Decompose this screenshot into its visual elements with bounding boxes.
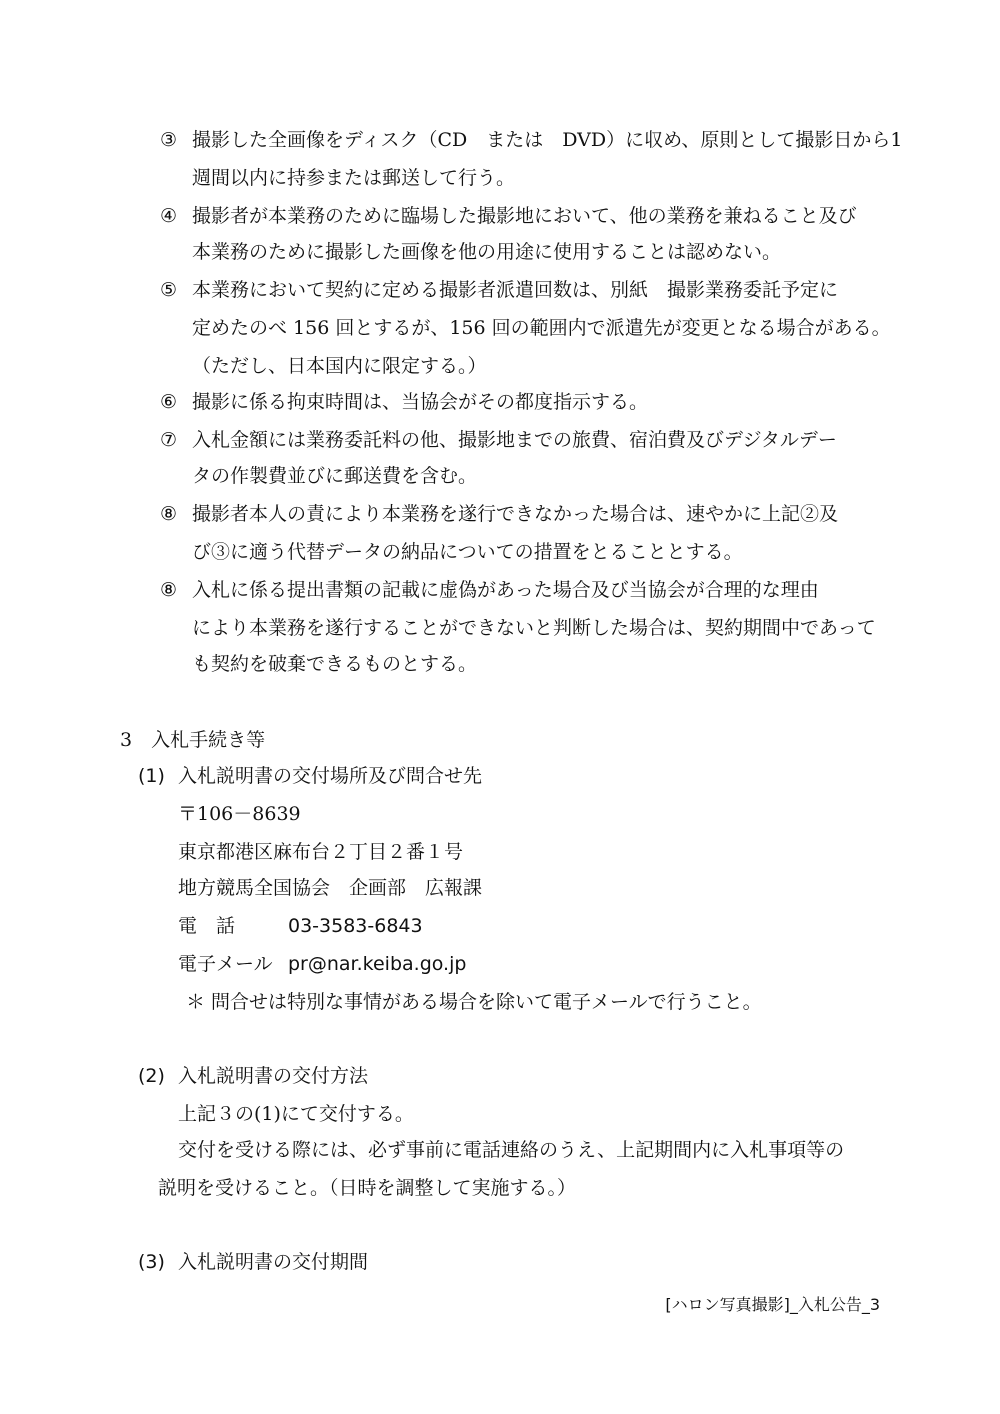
item-5-line-3: （ただし、日本国内に限定する。）: [192, 355, 487, 377]
email-label: 電子メール: [178, 953, 273, 975]
item-8b-line-1: 入札に係る提出書類の記載に虚偽があった場合及び当協会が合理的な理由: [192, 579, 819, 601]
phone-number: 03-3583-6843: [288, 915, 423, 937]
sub-2-title: 入札説明書の交付方法: [178, 1065, 369, 1087]
item-8b-line-3: も契約を破棄できるものとする。: [192, 653, 478, 675]
sub-3-title: 入札説明書の交付期間: [178, 1251, 369, 1273]
item-3-marker: ③: [160, 129, 178, 151]
sub-1-number: (1): [138, 765, 165, 787]
address: 東京都港区麻布台２丁目２番１号: [178, 841, 464, 863]
sub-2-line-3: 説明を受けること。（日時を調整して実施する。）: [158, 1177, 577, 1199]
item-3-line-1: 撮影した全画像をディスク（CD または DVD）に収め、原則として撮影日から1: [192, 129, 903, 151]
email-address[interactable]: pr@nar.keiba.go.jp: [288, 953, 467, 975]
item-4-line-2: 本業務のために撮影した画像を他の用途に使用することは認めない。: [192, 241, 782, 263]
page-footer: [ハロン写真撮影]_入札公告_3: [665, 1295, 880, 1314]
item-8a-line-2: び③に適う代替データの納品についての措置をとることとする。: [192, 541, 743, 563]
item-3-line-2: 週間以内に持参または郵送して行う。: [192, 167, 516, 189]
item-7-line-1: 入札金額には業務委託料の他、撮影地までの旅費、宿泊費及びデジタルデー: [192, 429, 837, 451]
section-3-heading: 3 入札手続き等: [120, 729, 266, 751]
inquiry-note: ＊ 問合せは特別な事情がある場合を除いて電子メールで行うこと。: [186, 991, 762, 1013]
item-8b-line-2: により本業務を遂行することができないと判断した場合は、契約期間中であって: [192, 617, 876, 639]
item-4-marker: ④: [160, 205, 178, 227]
item-5-line-2: 定めたのべ 156 回とするが、156 回の範囲内で派遣先が変更となる場合がある。: [192, 317, 891, 339]
item-6-marker: ⑥: [160, 391, 178, 413]
item-4-line-1: 撮影者が本業務のために臨場した撮影地において、他の業務を兼ねること及び: [192, 205, 857, 227]
sub-2-line-2: 交付を受ける際には、必ず事前に電話連絡のうえ、上記期間内に入札事項等の: [178, 1139, 845, 1161]
item-8a-marker: ⑧: [160, 503, 178, 525]
item-7-line-2: タの作製費並びに郵送費を含む。: [192, 465, 478, 487]
item-5-marker: ⑤: [160, 279, 178, 301]
sub-3-number: (3): [138, 1251, 165, 1273]
item-8a-line-1: 撮影者本人の責により本業務を遂行できなかった場合は、速やかに上記②及: [192, 503, 839, 525]
organization: 地方競馬全国協会 企画部 広報課: [178, 877, 483, 899]
item-7-marker: ⑦: [160, 429, 178, 451]
phone-label: 電 話: [178, 915, 236, 937]
item-8b-marker: ⑧: [160, 579, 178, 601]
item-5-line-1: 本業務において契約に定める撮影者派遣回数は、別紙 撮影業務委託予定に: [192, 279, 839, 301]
sub-1-title: 入札説明書の交付場所及び問合せ先: [178, 765, 483, 787]
postal-code: 〒106－8639: [178, 803, 301, 825]
item-6-line-1: 撮影に係る拘束時間は、当協会がその都度指示する。: [192, 391, 649, 413]
sub-2-line-1: 上記３の(1)にて交付する。: [178, 1103, 414, 1125]
sub-2-number: (2): [138, 1065, 165, 1087]
